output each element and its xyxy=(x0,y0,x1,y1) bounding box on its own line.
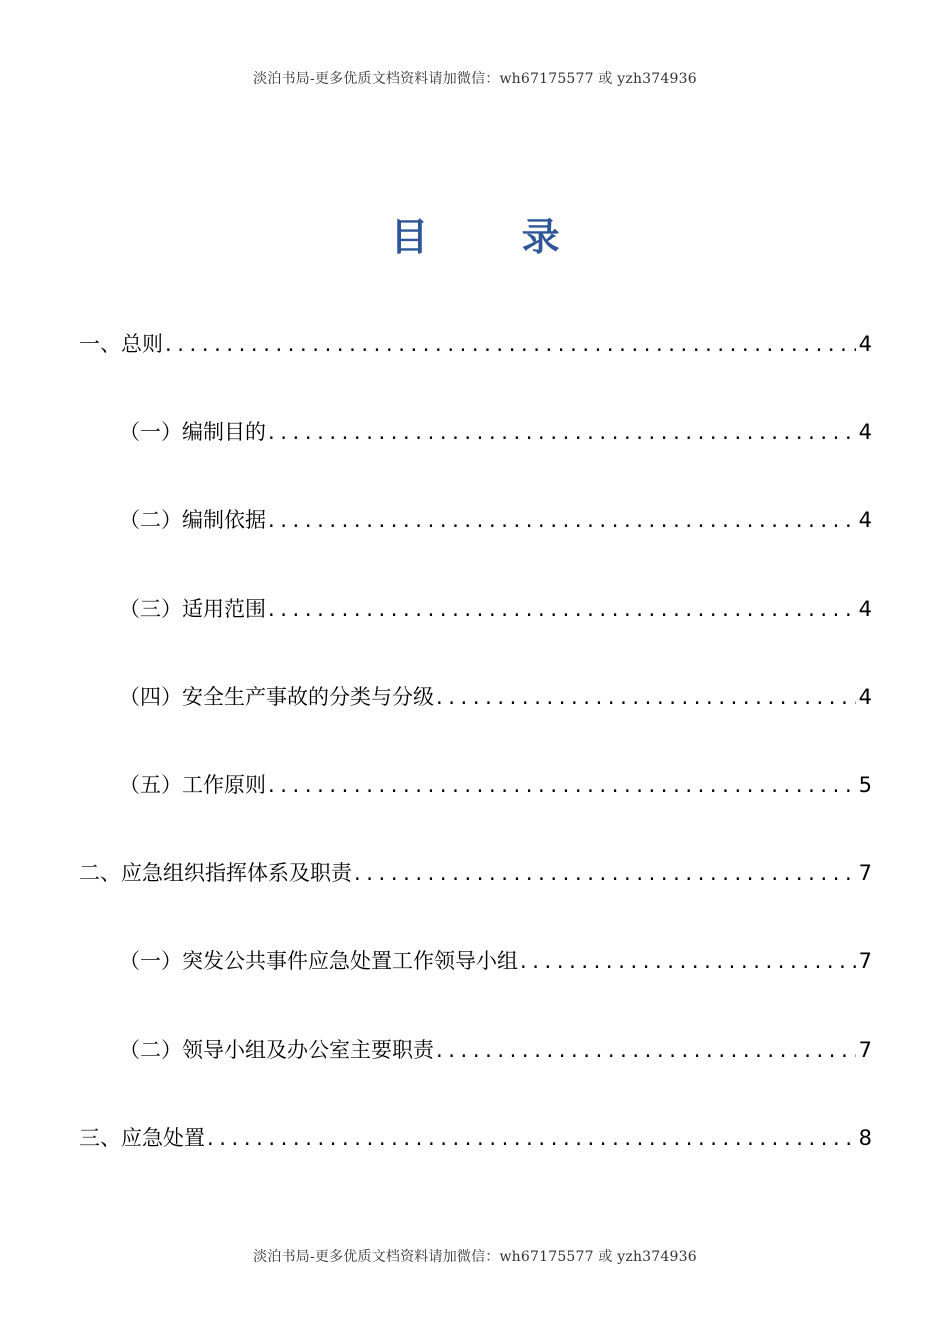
toc-page-number: 4 xyxy=(858,332,872,356)
toc-entry-label: （二）领导小组及办公室主要职责 xyxy=(119,1037,434,1062)
toc-title: 目 录 xyxy=(390,215,600,259)
toc-entry-label: （四）安全生产事故的分类与分级 xyxy=(119,684,434,709)
toc-page-number: 7 xyxy=(858,1037,872,1062)
toc-page-number: 4 xyxy=(858,596,872,621)
toc-entry-purpose[interactable] xyxy=(79,416,872,504)
toc-entry-label: 三、应急处置 xyxy=(79,1125,205,1150)
toc-entry-emergency-response[interactable] xyxy=(79,1122,872,1210)
toc-entry-leading-group[interactable] xyxy=(79,945,872,1033)
toc-page-number: 4 xyxy=(858,508,872,533)
page-header: 淡泊书局-更多优质文档资料请加微信：wh67175577 或 yzh374936 xyxy=(253,71,697,87)
toc-page-number: 4 xyxy=(858,420,872,445)
toc-entry-label: （二）编制依据 xyxy=(119,508,266,533)
toc-entry-label: （三）适用范围 xyxy=(119,596,266,621)
dot-leader xyxy=(207,1122,856,1154)
toc-page-number: 4 xyxy=(858,684,872,709)
dot-leader xyxy=(268,416,856,448)
toc-page-number: 8 xyxy=(858,1125,872,1150)
toc-page-number: 5 xyxy=(858,772,872,797)
toc-entry-principles[interactable] xyxy=(79,769,872,857)
toc-entry-basis[interactable] xyxy=(79,504,872,592)
dot-leader xyxy=(268,593,856,625)
dot-leader xyxy=(354,857,856,889)
dot-leader xyxy=(165,328,856,360)
toc-entry-label: 一、总则 xyxy=(79,332,163,356)
toc-entry-label: 二、应急组织指挥体系及职责 xyxy=(79,861,352,886)
dot-leader xyxy=(268,504,856,536)
toc-entry-responsibilities[interactable] xyxy=(79,1034,872,1122)
dot-leader xyxy=(436,681,856,713)
dot-leader xyxy=(436,1034,856,1066)
dot-leader xyxy=(268,769,856,801)
toc-entry-label: （一）编制目的 xyxy=(119,420,266,445)
dot-leader xyxy=(520,945,856,977)
toc-page-number: 7 xyxy=(858,861,872,886)
toc-page-number: 7 xyxy=(858,949,872,974)
toc-entry-label: （一）突发公共事件应急处置工作领导小组 xyxy=(119,949,518,974)
toc-entry-general-provisions[interactable] xyxy=(79,328,872,416)
toc-entry-classification[interactable] xyxy=(79,681,872,769)
page-footer: 淡泊书局-更多优质文档资料请加微信：wh67175577 或 yzh374936 xyxy=(253,1249,697,1265)
toc-entry-scope[interactable] xyxy=(79,593,872,681)
table-of-contents xyxy=(79,328,872,1210)
toc-entry-organization[interactable] xyxy=(79,857,872,945)
toc-entry-label: （五）工作原则 xyxy=(119,772,266,797)
